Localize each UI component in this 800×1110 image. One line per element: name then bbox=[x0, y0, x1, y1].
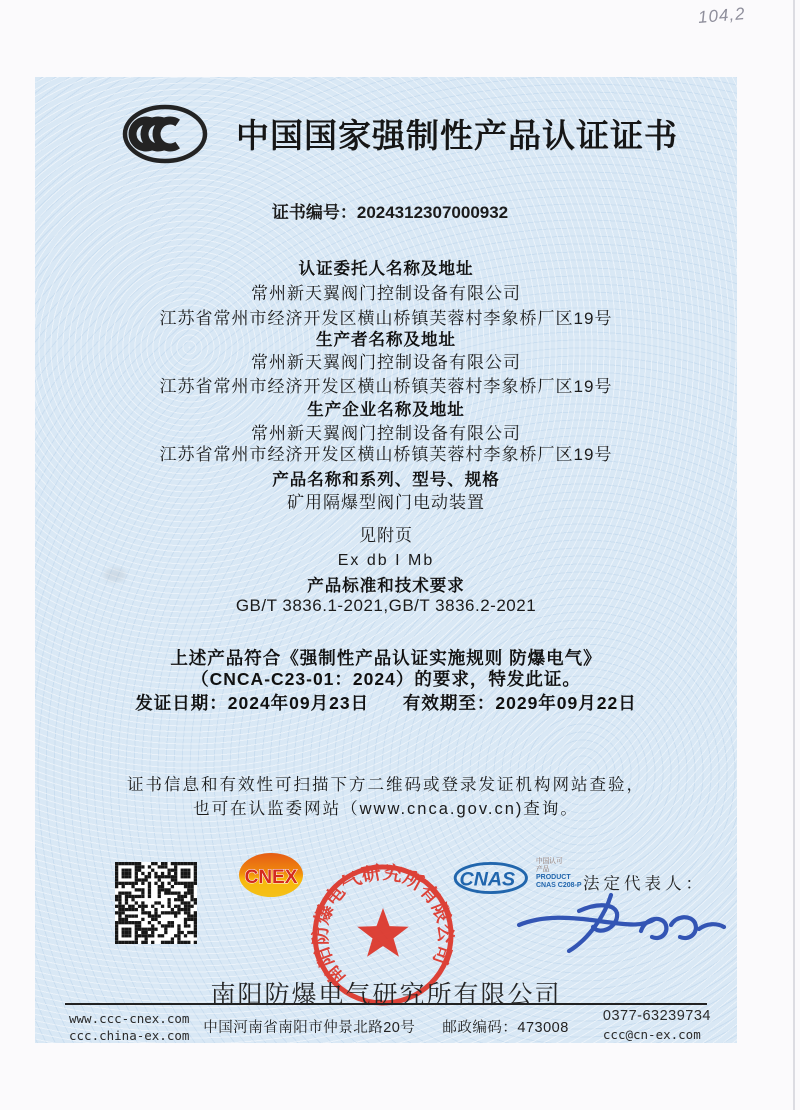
product-name: 矿用隔爆型阀门电动装置 bbox=[287, 493, 485, 512]
footer-email: ccc@cn-ex.com bbox=[602, 1027, 701, 1042]
handwritten-note: 104,2 bbox=[697, 3, 747, 28]
footer-divider bbox=[65, 1003, 707, 1005]
cnas-logo-text: CNAS bbox=[459, 868, 516, 891]
footer-websites bbox=[69, 1010, 189, 1044]
attachment-note: 见附页 bbox=[359, 526, 413, 545]
certificate-number: 2024312307000932 bbox=[356, 203, 509, 222]
certificate-number-line bbox=[39, 198, 741, 223]
cnex-logo bbox=[237, 851, 305, 899]
stamp-text: 南阳防爆电气研究所有限公司 bbox=[310, 862, 456, 989]
footer-phone: 0377-63239734 bbox=[602, 1008, 711, 1024]
cnas-side-line2: 产品 bbox=[536, 866, 550, 873]
footer-contact bbox=[603, 1008, 711, 1042]
issue-date-label: 发证日期： bbox=[135, 693, 228, 713]
issue-date: 2024年09月23日 bbox=[227, 693, 370, 713]
issuer-name: 南阳防爆电气研究所有限公司 bbox=[210, 981, 562, 1009]
declaration-line2: （CNCA-C23-01：2024）的要求，特发此证。 bbox=[191, 669, 581, 689]
cnas-side-line1: 中国认可 bbox=[536, 858, 563, 865]
certificate-title: 中国国家强制性产品认证证书 bbox=[236, 117, 678, 154]
declaration-line1: 上述产品符合《强制性产品认证实施规则 防爆电气》 bbox=[170, 648, 602, 668]
cnas-side-line3: PRODUCT bbox=[536, 874, 571, 881]
applicant-address: 江苏省常州市经济开发区横山桥镇芙蓉村李象桥厂区19号 bbox=[159, 309, 613, 328]
verification-line1: 证书信息和有效性可扫描下方二维码或登录发证机构网站查验， bbox=[127, 776, 645, 794]
dates-line bbox=[35, 690, 737, 715]
qr-code bbox=[115, 862, 197, 944]
valid-until-label: 有效期至： bbox=[402, 693, 496, 713]
standards-value: GB/T 3836.1-2021,GB/T 3836.2-2021 bbox=[235, 596, 537, 615]
footer-postal: 邮政编码：473008 bbox=[442, 1020, 569, 1036]
factory-name: 常州新天翼阀门控制设备有限公司 bbox=[251, 424, 521, 443]
certificate-sheet bbox=[35, 77, 737, 1043]
applicant-name: 常州新天翼阀门控制设备有限公司 bbox=[251, 284, 521, 303]
manufacturer-label: 生产者名称及地址 bbox=[316, 331, 456, 349]
manufacturer-address: 江苏省常州市经济开发区横山桥镇芙蓉村李象桥厂区19号 bbox=[159, 377, 613, 396]
manufacturer-name: 常州新天翼阀门控制设备有限公司 bbox=[251, 353, 521, 372]
legal-representative-label: 法定代表人： bbox=[583, 875, 706, 893]
product-label: 产品名称和系列、型号、规格 bbox=[272, 471, 500, 489]
footer-website-2: ccc.china-ex.com bbox=[69, 1028, 190, 1043]
applicant-label: 认证委托人名称及地址 bbox=[298, 260, 474, 278]
legal-representative-signature bbox=[513, 889, 731, 959]
stamp-star-icon bbox=[357, 908, 408, 957]
footer-website-1: www.ccc-cnex.com bbox=[69, 1011, 190, 1026]
cnex-logo-text: CNEX bbox=[244, 867, 298, 888]
footer-address: 中国河南省南阳市仲景北路20号 bbox=[203, 1020, 416, 1036]
scan-edge-line bbox=[793, 0, 795, 1110]
cnas-side-line4: CNAS C208-P bbox=[536, 882, 582, 889]
ex-marking: Ex db I Mb bbox=[337, 552, 435, 569]
factory-address: 江苏省常州市经济开发区横山桥镇芙蓉村李象桥厂区19号 bbox=[159, 445, 613, 464]
valid-until-date: 2029年09月22日 bbox=[495, 693, 637, 713]
certificate-number-label: 证书编号： bbox=[271, 203, 357, 222]
standards-label: 产品标准和技术要求 bbox=[307, 577, 465, 595]
footer-address-line bbox=[185, 1016, 587, 1037]
cnas-accreditation-text bbox=[536, 856, 582, 890]
verification-line2: 也可在认监委网站（www.cnca.gov.cn)查询。 bbox=[193, 800, 579, 818]
factory-label: 生产企业名称及地址 bbox=[307, 401, 465, 419]
